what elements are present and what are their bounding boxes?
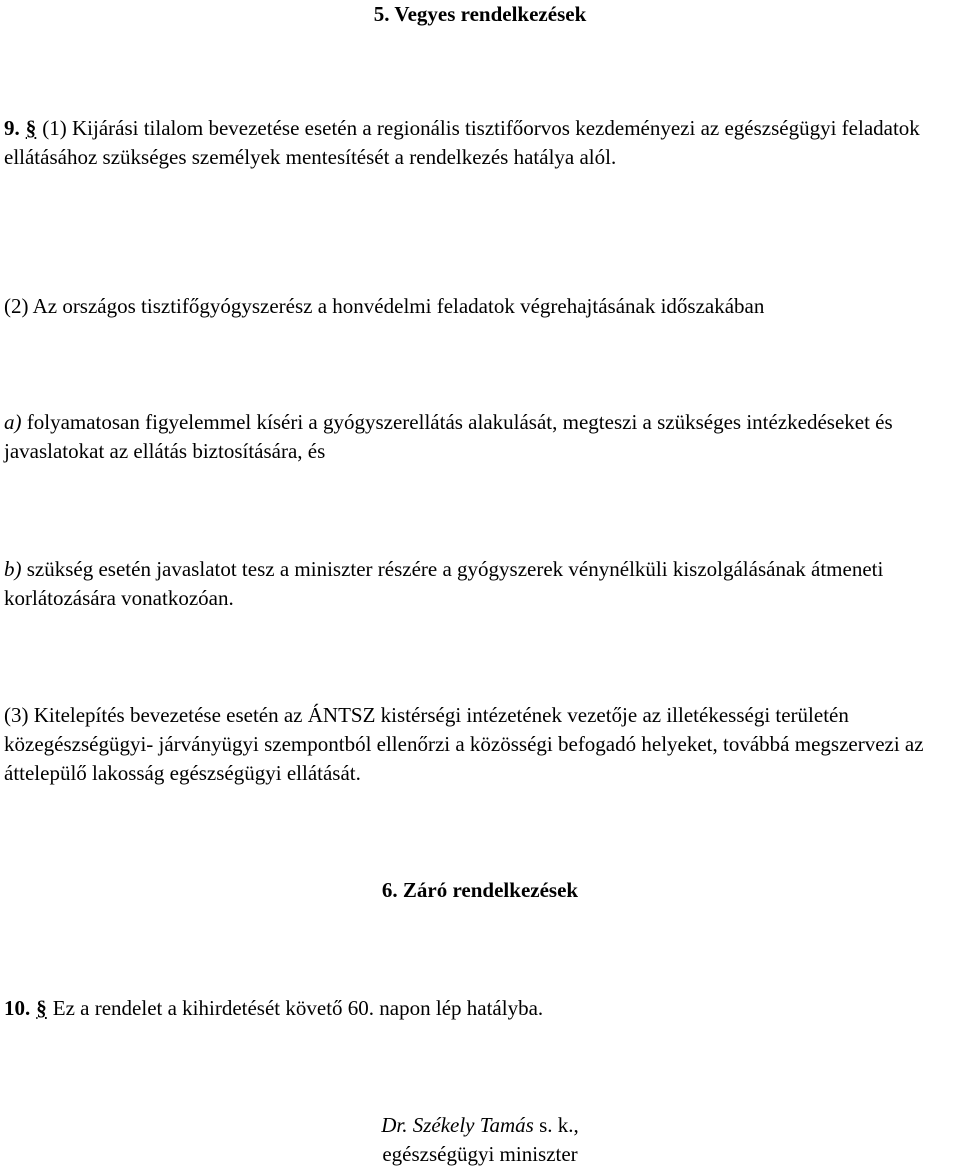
signatory-title: egészségügyi miniszter [382,1142,578,1166]
section-5-heading: 5. Vegyes rendelkezések [373,2,587,26]
paragraph-9-2: (2) Az országos tisztifőgyógyszerész a honvédelmi feladatok végrehajtásának időszakában [4,294,765,318]
point-marker: a) [4,410,22,434]
point-b [4,555,956,613]
point-marker: b) [4,557,22,581]
signatory-name: Dr. Székely Tamás [381,1113,534,1137]
signatory-suffix: s. k., [533,1113,579,1137]
paragraph-9-1 [4,114,956,172]
point-a [4,408,956,466]
paragraph-10 [4,994,956,1023]
paragraph-9-3: (3) Kitelepítés bevezetése esetén az ÁNTSZ kistérségi intézetének vezetője az illetékességi területén közegészségügyi- járványügyi szempontból ellenőrzi a közösségi befogadó helyeket, továbbá megszervezi az áttelepülő lakosság egészségügyi ellátását. [4,703,924,785]
point-text: folyamatosan figyelemmel kíséri a gyógyszerellátás alakulását, megteszi a szükséges intézkedéseket és javaslatokat az ellátás biztosítására, és [4,410,893,463]
paragraph-number: 9. [4,116,20,140]
section-6-heading: 6. Záró rendelkezések [381,878,579,902]
section-sign: § [36,996,47,1020]
paragraph-text: (1) Kijárási tilalom bevezetése esetén a regionális tisztifőorvos kezdeményezi az egészségügyi feladatok ellátásához szükséges személyek mentesítését a rendelkezés hatálya alól. [4,116,920,169]
paragraph-number: 10. [4,996,31,1020]
paragraph-text: Ez a rendelet a kihirdetését követő 60. napon lép hatályba. [52,996,544,1020]
signature-line [4,1111,956,1140]
point-text: szükség esetén javaslatot tesz a miniszter részére a gyógyszerek vénynélküli kiszolgálásának átmeneti korlátozására vonatkozóan. [4,557,884,610]
section-sign: § [25,116,37,140]
